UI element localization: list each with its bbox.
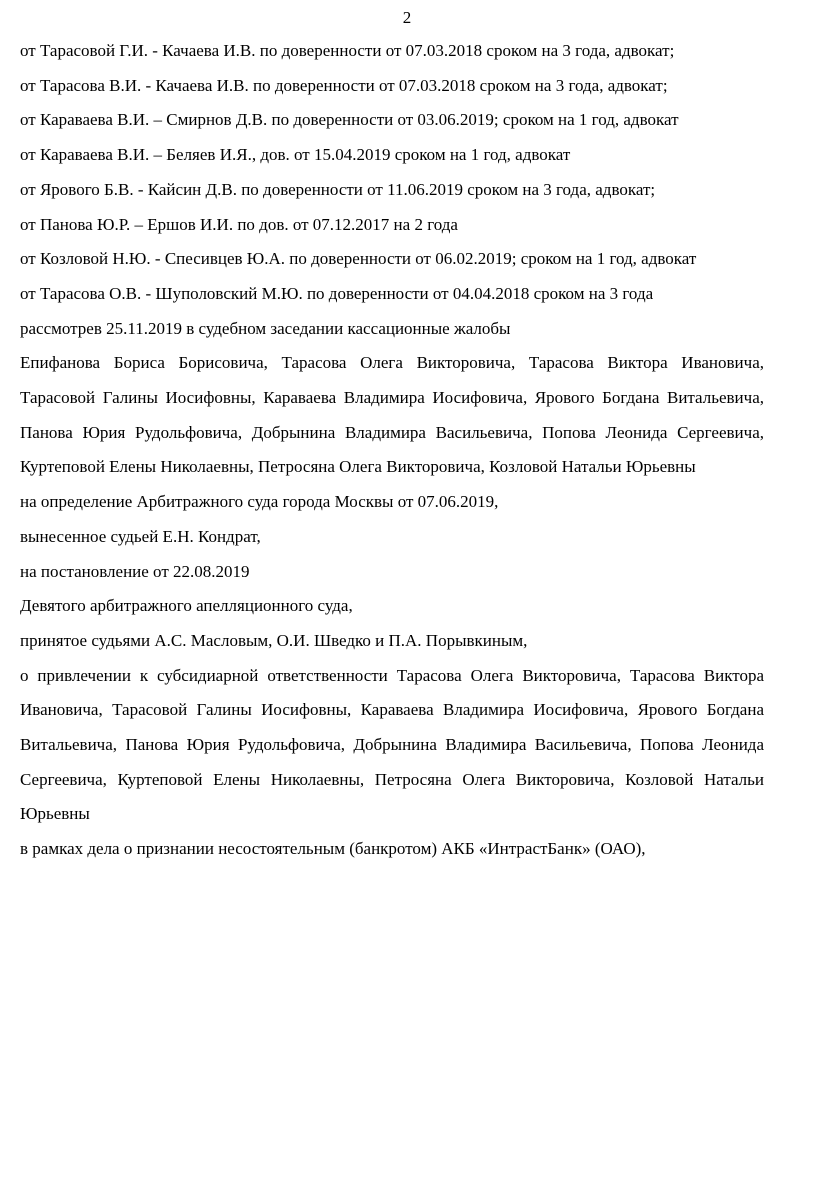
representative-line: от Козловой Н.Ю. - Спесивцев Ю.А. по доверенности от 06.02.2019; сроком на 1 год, адвокат [20, 249, 697, 269]
liability-paragraph: о привлечении к субсидиарной ответственности Тарасова Олега Викторовича, Тарасова Виктора Ивановича, Тарасовой Галины Иосифовны, Караваева Владимира Иосифовича, Ярового Богдана Витальевича, Панова Юрия Рудольфовича, Добрынина Владимира Васильевича, Попова Леонида Сергеевича, Куртеповой Елены Николаевны, Петросяна Олега Викторовича, Козловой Натальи Юрьевны [20, 665, 764, 824]
court-line: Девятого арбитражного апелляционного суда, [20, 596, 353, 616]
representative-line: от Тарасова В.И. - Качаева И.В. по доверенности от 07.03.2018 сроком на 3 года, адвокат; [20, 75, 668, 95]
representative-line: от Ярового Б.В. - Кайсин Д.В. по доверенности от 11.06.2019 сроком на 3 года, адвокат; [20, 179, 656, 199]
hearing-paragraph: рассмотрев 25.11.2019 в судебном заседании кассационные жалобы [20, 318, 511, 338]
case-line: в рамках дела о признании несостоятельным (банкротом) АКБ «ИнтрастБанк» (ОАО), [20, 839, 646, 859]
appellants-paragraph: Епифанова Бориса Борисовича, Тарасова Олега Викторовича, Тарасова Виктора Ивановича, Тарасовой Галины Иосифовны, Караваева Владимира Иосифовича, Ярового Богдана Витальевича, Панова Юрия Рудольфовича, Добрынина Владимира Васильевича, Попова Леонида Сергеевича, Куртеповой Елены Николаевны, Петросяна Олега Викторовича, Козловой Натальи Юрьевны [20, 353, 764, 477]
representative-line: от Панова Ю.Р. – Ершов И.И. по дов. от 07.12.2017 на 2 года [20, 214, 458, 234]
representative-line: от Тарасова О.В. - Шуполовский М.Ю. по доверенности от 04.04.2018 сроком на 3 года [20, 283, 654, 303]
representative-line: от Караваева В.И. – Смирнов Д.В. по доверенности от 03.06.2019; сроком на 1 год, адвокат [20, 110, 679, 130]
judges-line: принятое судьями А.С. Масловым, О.И. Шведко и П.А. Порывкиным, [20, 630, 528, 650]
representative-line: от Караваева В.И. – Беляев И.Я., дов. от 15.04.2019 сроком на 1 год, адвокат [20, 145, 571, 165]
judge-line: вынесенное судьей Е.Н. Кондрат, [20, 526, 261, 546]
ruling-line: на определение Арбитражного суда города Москвы от 07.06.2019, [20, 492, 499, 512]
resolution-line: на постановление от 22.08.2019 [20, 561, 250, 581]
page-number: 2 [402, 8, 412, 27]
document-body [20, 34, 764, 867]
representative-line: от Тарасовой Г.И. - Качаева И.В. по доверенности от 07.03.2018 сроком на 3 года, адвокат; [20, 41, 675, 60]
